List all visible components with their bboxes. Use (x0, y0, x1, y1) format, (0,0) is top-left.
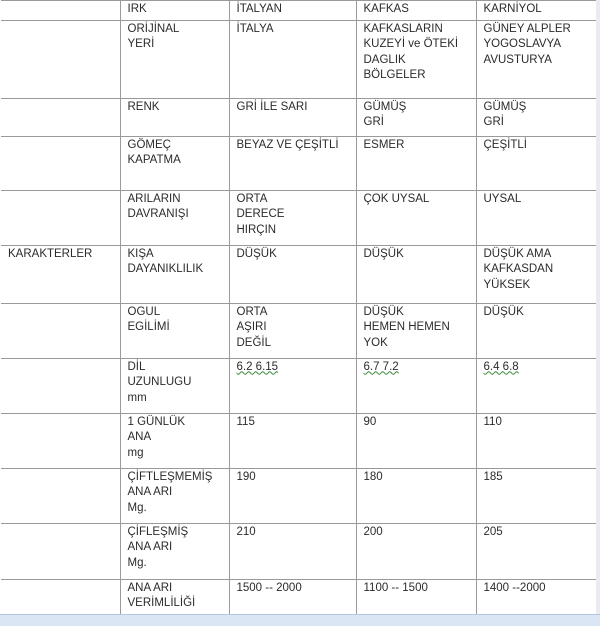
group-cell (1, 358, 120, 413)
value-cell-karniyol: UYSAL (476, 190, 597, 245)
value-cell-italyan: İTALYA (229, 20, 356, 98)
group-cell: KARAKTERLER (1, 245, 120, 303)
value-cell-kafkas: KAFKASLARIN KUZEYİ ve ÖTEKİ DAGLIK BÖLGELER (356, 20, 476, 98)
row-label-cell: ARILARIN DAVRANIŞI (120, 190, 229, 245)
value-cell-karniyol: 110 (476, 413, 597, 468)
group-cell (1, 98, 120, 136)
value-cell-italyan: ORTA DERECE HIRÇIN (229, 190, 356, 245)
value-cell-italyan: 1500 -- 2000 (229, 579, 356, 619)
value-cell-kafkas: 200 (356, 523, 476, 579)
group-cell (1, 303, 120, 358)
row-label-cell: ÇİFTLEŞMEMİŞ ANA ARI Mg. (120, 468, 229, 523)
row-label-cell: ÇİFLEŞMİŞ ANA ARI Mg. (120, 523, 229, 579)
value-cell-italyan: DÜŞÜK (229, 245, 356, 303)
value-cell-italyan: ORTA AŞIRI DEĞİL (229, 303, 356, 358)
row-label-cell[interactable]: 1 GÜNLÜK ANA mg (120, 413, 229, 468)
header-cell-italyan: İTALYAN (229, 1, 356, 21)
row-label-cell: ANA ARI VERİMLİLİĞİ (120, 579, 229, 619)
table-row (1, 523, 597, 579)
value-cell-kafkas: 1100 -- 1500 (356, 579, 476, 619)
table-row (1, 245, 597, 303)
group-cell (1, 190, 120, 245)
value-cell-karniyol: DÜŞÜK AMA KAFKASDAN YÜKSEK (476, 245, 597, 303)
value-cell-italyan: BEYAZ VE ÇEŞİTLİ (229, 136, 356, 190)
header-cell-kafkas: KAFKAS (356, 1, 476, 21)
value-cell-kafkas: 6.7 7.2 (356, 358, 476, 413)
row-label-cell: OGUL EGİLİMİ (120, 303, 229, 358)
value-cell-karniyol: ÇEŞİTLİ (476, 136, 597, 190)
value-cell-karniyol: 6.4 6.8 (476, 358, 597, 413)
bee-race-comparison-table (1, 0, 598, 620)
group-cell (1, 579, 120, 619)
value-cell-kafkas: 90 (356, 413, 476, 468)
table-row (1, 20, 597, 98)
header-row (1, 1, 597, 21)
value-cell-karniyol: GÜMÜŞ GRİ (476, 98, 597, 136)
header-cell-empty (1, 1, 120, 21)
table-row (1, 98, 597, 136)
table-row (1, 358, 597, 413)
value-cell-karniyol: 205 (476, 523, 597, 579)
table-row (1, 303, 597, 358)
value-cell-karniyol: 185 (476, 468, 597, 523)
row-label-cell: GÖMEÇ KAPATMA (120, 136, 229, 190)
group-cell (1, 523, 120, 579)
header-cell-karniyol: KARNİYOL (476, 1, 597, 21)
table-row (1, 468, 597, 523)
header-cell-irk: IRK (120, 1, 229, 21)
row-label-cell: KIŞA DAYANIKLILIK (120, 245, 229, 303)
value-cell-kafkas: 180 (356, 468, 476, 523)
value-cell-karniyol: 1400 --2000 (476, 579, 597, 619)
value-cell-kafkas: DÜŞÜK (356, 245, 476, 303)
value-cell-italyan: GRİ İLE SARI (229, 98, 356, 136)
value-cell-kafkas: GÜMÜŞ GRİ (356, 98, 476, 136)
group-cell (1, 413, 120, 468)
value-cell-italyan: 6.2 6.15 (229, 358, 356, 413)
group-cell (1, 136, 120, 190)
value-cell-karniyol: DÜŞÜK (476, 303, 597, 358)
row-label-cell: ORİJİNAL YERİ (120, 20, 229, 98)
value-cell-kafkas: ESMER (356, 136, 476, 190)
value-cell-italyan: 115 (229, 413, 356, 468)
table-row (1, 136, 597, 190)
row-label-cell: RENK (120, 98, 229, 136)
value-cell-italyan: 210 (229, 523, 356, 579)
table-row (1, 579, 597, 619)
table-row (1, 413, 597, 468)
window-right-edge (596, 0, 600, 615)
value-cell-kafkas: ÇOK UYSAL (356, 190, 476, 245)
row-label-cell: DİL UZUNLUGU mm (120, 358, 229, 413)
value-cell-kafkas: DÜŞÜK HEMEN HEMEN YOK (356, 303, 476, 358)
horizontal-scrollbar[interactable] (0, 614, 600, 626)
table-row (1, 190, 597, 245)
group-cell (1, 468, 120, 523)
value-cell-karniyol: GÜNEY ALPLER YOGOSLAVYA AVUSTURYA (476, 20, 597, 98)
group-cell (1, 20, 120, 98)
value-cell-italyan: 190 (229, 468, 356, 523)
